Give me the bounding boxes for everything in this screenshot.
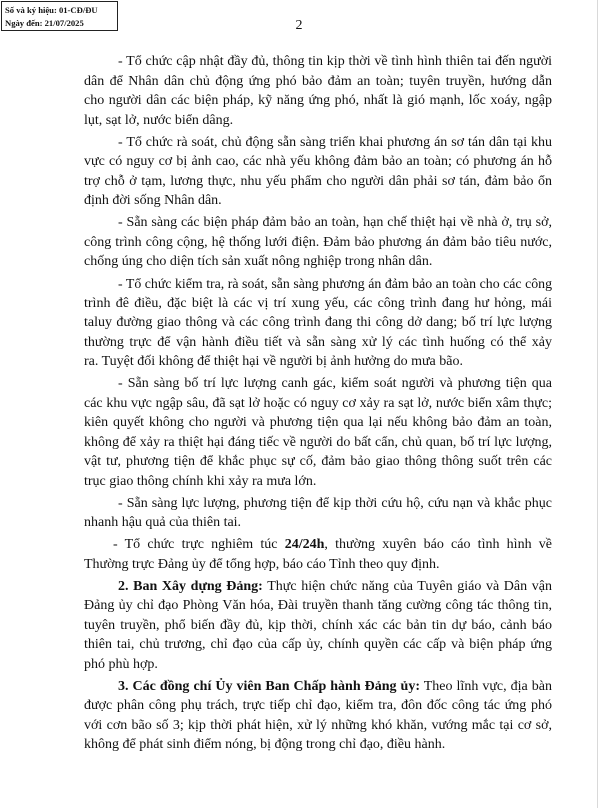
text-line: không để phát sinh điểm nóng, bị động trong chỉ đạo, điều hành. (84, 737, 446, 752)
text-line: tuyên truyền, phổ biến đầy đủ, kịp thời, chính xác các bản tin dự báo, cảnh báo (84, 617, 552, 633)
text-line: taluy đường giao thông và các công trình đang thi công dở dang; bố trí lực lượng (84, 315, 552, 330)
text-line (84, 677, 552, 697)
bold-text: 24/24h (284, 537, 325, 552)
text-line (84, 577, 552, 597)
text-line: - Sẵn sàng bố trí lực lượng canh gác, kiểm soát người và phương tiện qua (118, 376, 552, 391)
bullet-item (84, 535, 552, 574)
text-line (84, 535, 552, 555)
text-run: Theo lĩnh vực, địa bàn (419, 678, 552, 694)
text-line: - Sẵn sàng các biện pháp đảm bảo an toàn, hạn chế thiệt hại về nhà ở, trụ sở, (118, 215, 552, 230)
document-body (84, 52, 552, 755)
text-line: công trình công cộng, hệ thống lưới điện. Đảm bảo phương án đảm bảo tiêu nước, (84, 234, 552, 250)
text-line: - Sẵn sàng lực lượng, phương tiện để kịp thời cứu hộ, cứu nạn và khắc phục (118, 495, 552, 511)
text-line: - Tổ chức cập nhật đầy đủ, thông tin kịp thời về tình hình thiên tai đến người (118, 54, 552, 69)
bullet-item (84, 213, 552, 272)
text-line: thiên tai, chủ trương, chỉ đạo của cấp ủy, chính quyền các cấp và biện pháp ứng (84, 637, 552, 652)
text-line: Thường trực Đảng ủy để tổng hợp, báo cáo Tỉnh theo quy định. (84, 556, 440, 572)
text-line: kiên quyết không cho người và phương tiện qua lại nếu không bảo đảm an toàn, (84, 415, 552, 430)
text-line: - Tổ chức rà soát, chủ động sẵn sàng triển khai phương án sơ tán dân tại khu (118, 134, 552, 150)
section-heading: 2. Ban Xây dựng Đảng: (118, 578, 263, 594)
text-line: không để xảy ra thiệt hại đáng tiếc về người do bất cẩn, chủ quan, bố trí lực lượng, (84, 434, 552, 450)
text-line: thường trực để vận hành điều tiết và sẵn sàng xử lý các tình huống có thể xảy (84, 334, 552, 350)
text-line: cho người dân các biện pháp, kỹ năng ứng phó, nhất là gió mạnh, lốc xoáy, ngập (84, 93, 552, 108)
text-line: vực có nguy cơ bị ảnh cao, các nhà yếu không đảm bảo an toàn; có phương án hỗ (84, 154, 552, 169)
section-item (84, 577, 552, 675)
text-line: ra. Tuyệt đối không để thiệt hại về người bị ảnh hưởng do mưa bão. (84, 354, 463, 369)
text-line: lụt, sạt lở, nước biển dâng. (84, 112, 234, 128)
bullet-item (84, 52, 552, 130)
bullet-item (84, 494, 552, 533)
stamp-symbol: Số và ký hiệu: 01-CĐ/ĐU (5, 5, 98, 15)
text-line: vật tư, phương tiện để khắc phục sự cố, đảm bảo giao thông thông suốt trên các (84, 454, 552, 469)
bullet-item (84, 374, 552, 491)
text-line: được phân công phụ trách, trực tiếp chỉ đạo, kiểm tra, đôn đốc công tác ứng phó (84, 698, 552, 713)
text-line: dân để Nhân dân chủ động ứng phó bảo đảm an toàn; tuyên truyền, hướng dẫn (84, 73, 552, 89)
text-line: trình đê điều, đặc biệt là các vị trí xung yếu, các công trình đang hư hỏng, mái (84, 295, 552, 311)
text-line: nhanh hậu quả của thiên tai. (84, 515, 242, 530)
text-line: trục giao thông chính khi xảy ra mưa lớn. (84, 473, 317, 489)
text-run: , thường xuyên báo cáo tình hình về (324, 537, 552, 552)
section-item (84, 677, 552, 755)
text-line: trợ chỗ ở tạm, lương thực, nhu yếu phẩm cho người dân phải sơ tán, đảm bảo ổn (84, 173, 552, 189)
bullet-item (84, 133, 552, 211)
text-line: định đời sống Nhân dân. (84, 193, 222, 208)
text-line: chống úng cho diện tích sản xuất nông nghiệp trong nhân dân. (84, 254, 433, 269)
text-line: - Tổ chức kiểm tra, rà soát, sẵn sàng phương án đảm bảo an toàn cho các công (118, 276, 552, 291)
text-line: các khu vực ngập sâu, đã sạt lở hoặc có nguy cơ xảy ra sạt lở, nước biển xâm thực; (84, 395, 552, 411)
text-line: phó phù hợp. (84, 656, 158, 672)
text-line: Đảng ủy chỉ đạo Phòng Văn hóa, Đài truyền thanh tăng cường công tác thông tin, (84, 598, 552, 613)
stamp-received-date: Ngày đến: 21/07/2025 (5, 18, 84, 28)
section-heading: 3. Các đồng chí Ủy viên Ban Chấp hành Đảng ủy: (118, 678, 420, 694)
page-number: 2 (295, 18, 303, 33)
text-line: với cơn bão số 3; kịp thời phát hiện, xử lý những khó khăn, vướng mắc tại cơ sở, (84, 717, 552, 733)
text-run: - Tổ chức trực nghiêm túc (113, 537, 285, 552)
text-run: Thực hiện chức năng của Tuyên giáo và Dân vận (262, 578, 552, 594)
bullet-item (84, 274, 552, 372)
